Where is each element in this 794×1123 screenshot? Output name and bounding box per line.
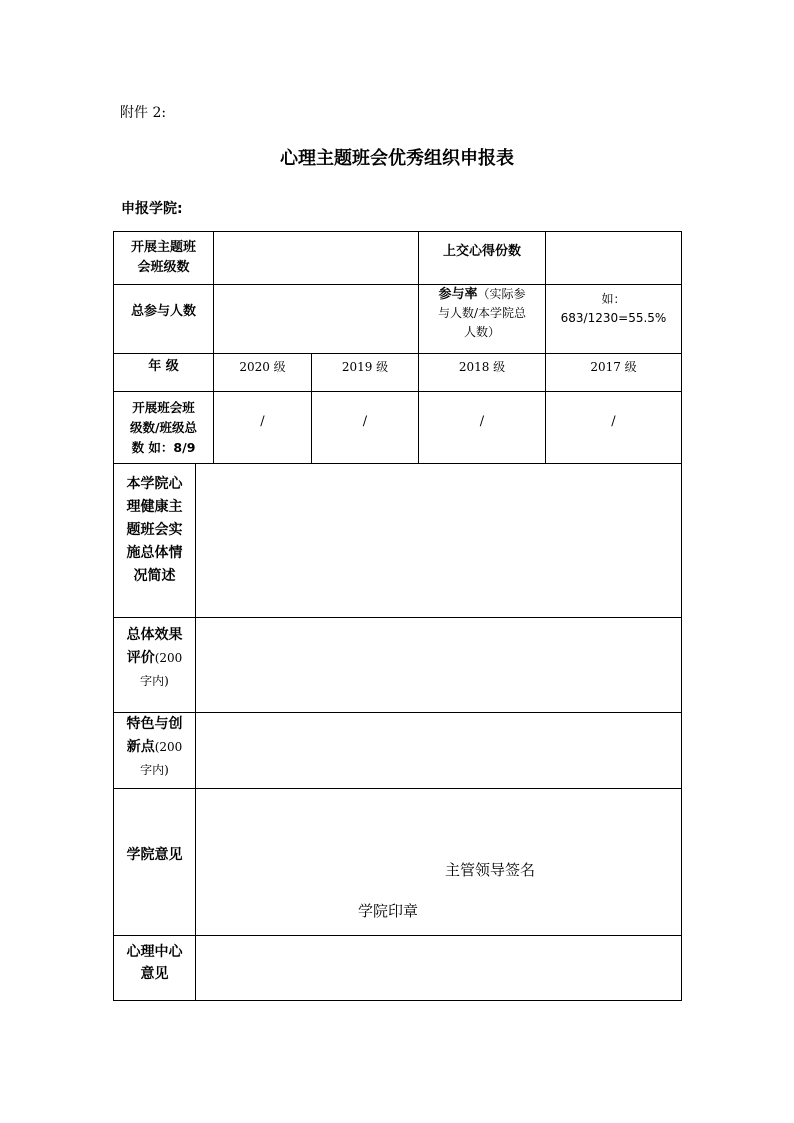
grade-2019: 2019 级: [341, 360, 389, 374]
class-ratio-label-line: 级数/班级总: [129, 419, 198, 435]
class-count-label-line: 会班级数: [137, 260, 190, 275]
class-ratio-label-line: 数 如：8/9: [131, 439, 196, 455]
effect-label-line: 总体效果: [126, 626, 183, 643]
class-ratio-2018[interactable]: /: [479, 414, 485, 429]
example-line: 如：: [601, 292, 626, 306]
applicant-college-label: 申报学院:: [121, 201, 183, 217]
attachment-label: 附件 2:: [120, 105, 167, 121]
participation-rate-desc: 人数）: [463, 325, 500, 339]
college-opinion-content[interactable]: [196, 789, 681, 935]
class-count-value[interactable]: [214, 232, 418, 284]
grade-label: 年 级: [148, 359, 179, 374]
summary-label-line: 况简述: [133, 567, 176, 584]
essay-count-label: 上交心得份数: [442, 244, 521, 259]
form-title: 心理主题班会优秀组织申报表: [280, 148, 514, 169]
table-border-right: [681, 231, 682, 1001]
summary-label-line: 理健康主: [126, 498, 183, 515]
grade-2018: 2018 级: [458, 360, 506, 374]
effect-label-line: 评价: [126, 649, 155, 666]
class-ratio-2019[interactable]: /: [362, 414, 368, 429]
innovation-label-line: 特色与创: [126, 715, 183, 732]
total-participants-value[interactable]: [214, 285, 418, 353]
center-opinion-label: [114, 939, 195, 987]
innovation-label-note: 字内): [140, 762, 169, 777]
class-ratio-2020[interactable]: /: [260, 414, 265, 429]
innovation-label-line: 新点: [126, 738, 155, 755]
summary-label-line: 本学院心: [126, 475, 183, 492]
participation-rate-desc: 与人数/本学院总: [437, 306, 527, 320]
innovation-label-note: (200: [154, 739, 183, 754]
total-participants-label: 总参与人数: [130, 304, 196, 319]
table-border-left: [113, 231, 114, 1001]
grade-2020: 2020 级: [239, 360, 286, 374]
college-opinion-label: 学院意见: [126, 847, 183, 863]
class-ratio-label: [114, 392, 213, 463]
center-opinion-label-line: 心理中心: [126, 944, 183, 960]
class-count-label-line: 开展主题班: [130, 240, 196, 255]
center-opinion-content[interactable]: [196, 936, 681, 1000]
effect-label-note: 字内): [140, 673, 169, 688]
innovation-label: [114, 713, 195, 781]
participation-rate-desc: （实际参: [477, 287, 526, 301]
class-count-label: [114, 232, 213, 284]
grade-2017: 2017 级: [590, 360, 637, 374]
participation-rate-title: 参与率: [438, 287, 478, 302]
leader-signature-label: 主管领导签名: [445, 861, 536, 879]
summary-label-line: 施总体情: [126, 544, 183, 561]
class-ratio-label-line: 开展班会班: [132, 399, 195, 415]
innovation-content[interactable]: [196, 713, 681, 788]
summary-label-line: 题班会实: [126, 521, 183, 538]
effect-label: [114, 622, 195, 694]
summary-label: [114, 470, 195, 590]
example-line: 683/1230=55.5%: [560, 311, 667, 325]
essay-count-value[interactable]: [546, 232, 681, 284]
college-seal-label: 学院印章: [358, 902, 419, 920]
participation-rate-example: [546, 290, 681, 335]
effect-label-note: (200: [154, 650, 183, 665]
table-border-bottom: [113, 1000, 682, 1001]
participation-rate-label: [419, 285, 545, 345]
summary-content[interactable]: [196, 464, 681, 617]
class-ratio-2017[interactable]: /: [611, 414, 616, 429]
effect-content[interactable]: [196, 618, 681, 712]
center-opinion-label-line: 意见: [140, 966, 169, 982]
